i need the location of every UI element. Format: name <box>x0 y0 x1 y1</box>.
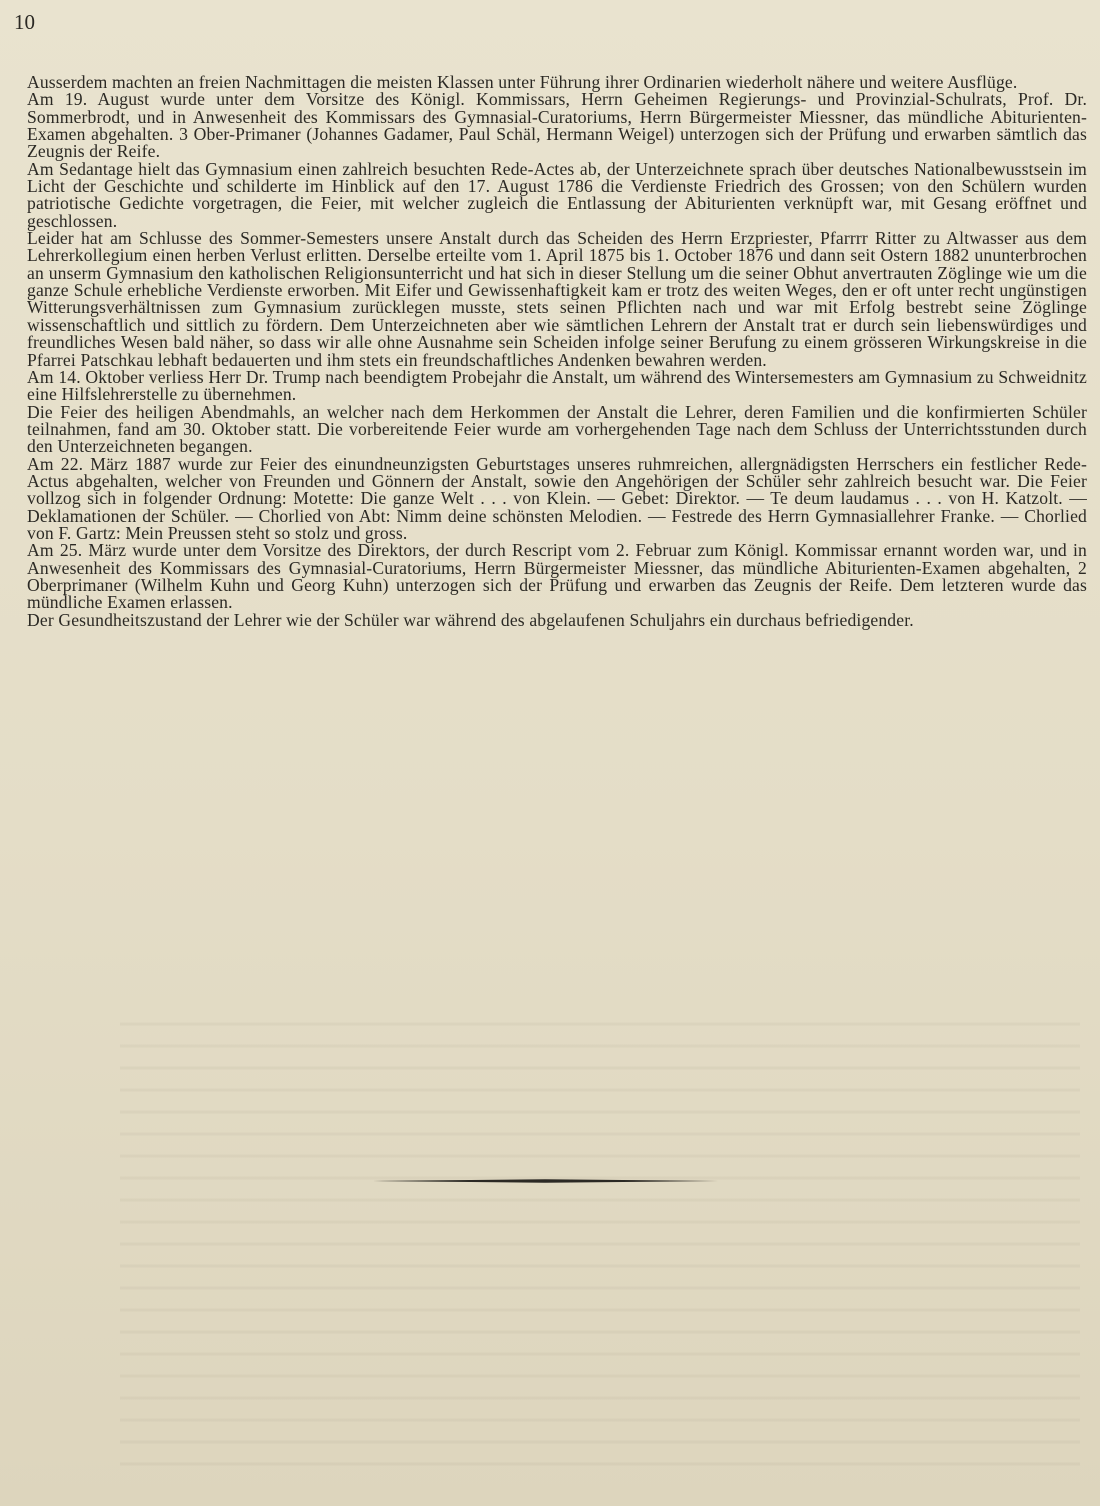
page-number: 10 <box>14 10 35 34</box>
ornamental-divider <box>373 1178 718 1184</box>
paragraph-birthday-celebration: Am 22. März 1887 wurde zur Feier des einundneunzigsten Geburtstages unseres ruhmreichen, allergnädigsten Herrschers ein festlicher Rede-Actus abgehalten, welcher von Freunden und Gönnern der Anstalt, sowie den Angehörigen der Schüler sehr zahlreich besucht war. Die Feier vollzog sich in folgender Ordnung: Motette: Die ganze Welt . . . von Klein. — Gebet: Direktor. — Te deum laudamus . . . von H. Katzolt. — Deklamationen der Schüler. — Chorlied von Abt: Nimm deine schönsten Melodien. — Festrede des Herrn Gymnasiallehrer Franke. — Chorlied von F. Gartz: Mein Preussen steht so stolz und gross. <box>27 453 1087 543</box>
paragraph-sedan-day: Am Sedantage hielt das Gymnasium einen zahlreich besuchten Rede-Actes ab, der Unterzeichnete sprach über deutsches Nationalbewusstsein im Licht der Geschichte und schilderte im Hinblick auf den 17. August 1786 die Verdienste Friedrich des Grossen; von den Schülern wurden patriotische Gedichte vorgetragen, die Feier, mit welcher zugleich die Entlassung der Abiturienten verknüpft war, mit Gesang eröffnet und geschlossen. <box>27 158 1087 231</box>
paragraph-dr-trump: Am 14. Oktober verliess Herr Dr. Trump nach beendigtem Probejahr die Anstalt, um während des Wintersemesters am Gymnasium zu Schweidnitz eine Hilfslehrerstelle zu übernehmen. <box>27 366 1087 405</box>
paragraph-excursions: Ausserdem machten an freien Nachmittagen die meisten Klassen unter Führung ihrer Ordinarien wiederholt nähere und weitere Ausflüge. <box>27 72 1018 92</box>
bleed-through-texture <box>120 1010 1080 1470</box>
paragraph-exam-august: Am 19. August wurde unter dem Vorsitze des Königl. Kommissars, Herrn Geheimen Regierungs- und Provinzial-Schulrats, Prof. Dr. Sommerbrodt, und in Anwesenheit des Kommissars des Gymnasial-Curatoriums, Herrn Bürgermeister Miessner, das mündliche Abiturienten-Examen abgehalten. 3 Ober-Primaner (Johannes Gadamer, Paul Schäl, Hermann Weigel) unterzogen sich der Prüfung und erwarben sämtlich das Zeugnis der Reife. <box>27 89 1087 162</box>
paragraph-health: Der Gesundheitszustand der Lehrer wie der Schüler war während des abgelaufenen Schuljahrs ein durchaus befriedigender. <box>27 609 914 630</box>
body-text <box>27 74 1087 629</box>
paragraph-farewell-ritter: Leider hat am Schlusse des Sommer-Semesters unsere Anstalt durch das Scheiden des Herrn Erzpriester, Pfarrrr Ritter zu Altwasser aus dem Lehrerkollegium einen herben Verlust erlitten. Derselbe erteilte vom 1. April 1875 bis 1. October 1876 und dann seit Ostern 1882 ununterbrochen an unserm Gymnasium den katholischen Religionsunterricht und hat sich in dieser Stellung um die seiner Obhut anvertrauten Zöglinge wie um die ganze Schule erhebliche Verdienste erworben. Mit Eifer und Gewissenhaftigkeit kam er trotz des weiten Weges, den er oft unter recht ungünstigen Witterungsverhältnissen zum Gymnasium zurücklegen musste, stets seinen Pflichten nach und war mit Erfolg bestrebt seine Zöglinge wissenschaftlich und sittlich zu fördern. Dem Unterzeichneten aber wie sämtlichen Lehrern der Anstalt trat er durch sein liebenswürdiges und freundliches Wesen bald näher, so dass wir alle ohne Ausnahme sein Scheiden infolge seiner Berufung zu einem grösseren Wirkungskreise in die Pfarrei Patschkau lebhaft bedauerten und ihm stets ein freundschaftliches Andenken bewahren werden. <box>27 228 1087 370</box>
paragraph-communion: Die Feier des heiligen Abendmahls, an welcher nach dem Herkommen der Anstalt die Lehrer, deren Familien und die konfirmierten Schüler teilnahmen, fand am 30. Oktober statt. Die vorbereitende Feier wurde am vorhergehenden Tage nach dem Schluss der Unterrichtsstunden durch den Unterzeichneten begangen. <box>27 401 1087 457</box>
paragraph-exam-march: Am 25. März wurde unter dem Vorsitze des Direktors, der durch Rescript vom 2. Februar zum Königl. Kommissar ernannt worden war, und in Anwesenheit des Kommissars des Gymnasial-Curatoriums, Herrn Bürgermeister Miessner, das mündliche Abiturienten-Examen abgehalten, 2 Oberprimaner (Wilhelm Kuhn und Georg Kuhn) unterzogen sich der Prüfung und erwarben das Zeugnis der Reife. Dem letzteren wurde das mündliche Examen erlassen. <box>27 540 1087 613</box>
